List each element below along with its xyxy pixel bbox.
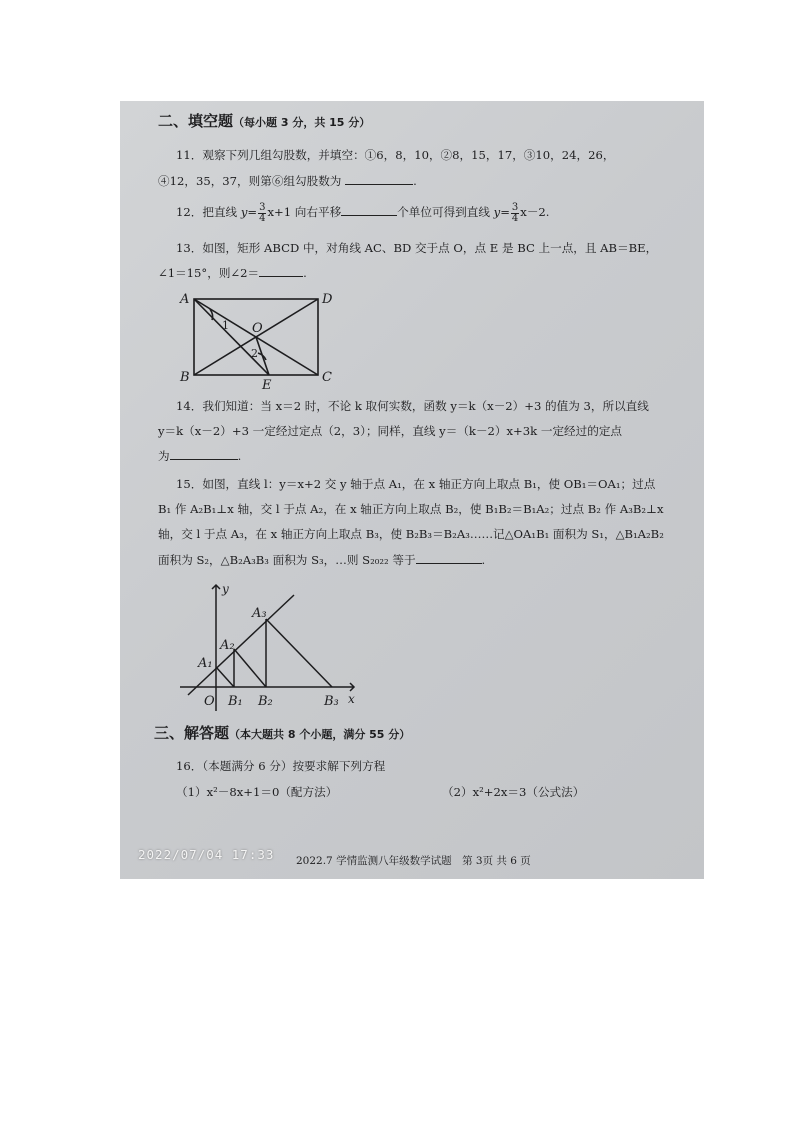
q11-end: . [413, 174, 417, 188]
q12-line [176, 199, 549, 225]
label-b: B [180, 370, 190, 385]
q15-line2: B₁ 作 A₂B₁⊥x 轴，交 l 于点 A₂，在 x 轴正方向上取点 B₂，使 B₁B₂＝B₁A₂；过点 B₂ 作 A₃B₂⊥x [158, 502, 664, 516]
q13-text: ∠1＝15°，则∠2＝ [158, 266, 260, 280]
q12-mid: 个单位可得到直线 [397, 205, 494, 219]
label-a: A [180, 292, 190, 307]
q13-line2 [158, 265, 307, 281]
q11-line1: 11．观察下列几组勾股数，并填空：①6，8，10，②8，15，17，③10，24，26， [176, 148, 615, 162]
label-a1: A₁ [198, 656, 213, 671]
q15-line1: 15．如图，直线 l：y＝x+2 交 y 轴于点 A₁，在 x 轴正方向上取点 B₁，使 OB₁＝OA₁；过点 [176, 477, 656, 491]
q11-text: ④12，35，37，则第⑥组勾股数为 [158, 174, 342, 188]
segment-a3b3 [266, 619, 332, 687]
label-c: C [322, 370, 332, 385]
photo-timestamp: 2022/07/04 17:33 [138, 847, 275, 862]
label-b1: B₁ [228, 694, 243, 709]
q12-frac1-num: 3 [259, 201, 266, 213]
segment-a2b2 [234, 649, 266, 687]
q12-y2: y [493, 205, 501, 219]
q16-part2: （2）x²+2x＝3（公式法） [442, 785, 585, 799]
q12-frac2-den: 4 [511, 212, 519, 224]
label-a2: A₂ [220, 638, 235, 653]
segment-ae [194, 299, 269, 375]
q14-line2: y＝k（x－2）+3 一定经过定点（2，3）；同样，直线 y＝（k－2）x+3k 一定经过的定点 [158, 424, 623, 438]
label-origin: O [204, 694, 215, 709]
line-l [188, 595, 294, 695]
label-e: E [262, 378, 272, 393]
q15-answer-blank[interactable] [416, 552, 482, 564]
q15-text: 面积为 S₂，△B₂A₃B₃ 面积为 S₃，…则 S₂₀₂₂ 等于 [158, 553, 416, 567]
q15-line3: 轴，交 l 于点 A₃，在 x 轴正方向上取点 B₃，使 B₂B₃＝B₂A₃……记△OA₁B₁ 面积为 S₁，△B₁A₂B₂ [158, 527, 664, 541]
q12-fraction-1 [258, 203, 266, 224]
label-a3: A₃ [252, 606, 267, 621]
q12-frac1-den: 4 [259, 212, 266, 224]
section-3-title: 三、解答题 [154, 724, 230, 742]
q12-fraction-2 [511, 203, 519, 224]
q12-prefix: 12．把直线 [176, 205, 241, 219]
q14-line3 [158, 448, 241, 464]
label-b3: B₃ [324, 694, 339, 709]
section-3-note: （本大题共 8 个小题，满分 55 分） [229, 728, 411, 741]
label-x-axis: x [348, 692, 355, 706]
q14-end: . [237, 449, 242, 463]
q12-frac2-num: 3 [511, 201, 519, 213]
q13-answer-blank[interactable] [259, 265, 303, 277]
label-angle-1: 1 [222, 319, 229, 332]
q13-line1: 13．如图，矩形 ABCD 中，对角线 AC、BD 交于点 O，点 E 是 BC 上一点，且 AB＝BE， [176, 241, 658, 255]
section-2-note: （每小题 3 分，共 15 分） [233, 116, 371, 129]
page-footer: 2022.7 学情监测八年级数学试题 第 3页 共 6 页 [296, 855, 531, 867]
q12-answer-blank[interactable] [341, 204, 397, 216]
q14-line1: 14．我们知道：当 x＝2 时，不论 k 取何实数，函数 y＝k（x－2）+3 的值为 3，所以直线 [176, 399, 649, 413]
figure-q13-rectangle [176, 287, 356, 393]
label-angle-2: 2 [251, 347, 258, 360]
q11-answer-blank[interactable] [345, 173, 413, 185]
q12-rest1: x+1 向右平移 [267, 205, 342, 219]
q12-y1: y [240, 205, 248, 219]
segment-a1b1 [216, 667, 234, 687]
q12-rest2: x－2. [520, 205, 550, 219]
q14-text: 为 [158, 449, 170, 463]
label-y-axis: y [222, 582, 229, 596]
section-2-title: 二、填空题 [158, 112, 234, 130]
q16-stem: 16．（本题满分 6 分）按要求解下列方程 [176, 759, 386, 773]
section-3-heading [154, 725, 410, 743]
q11-line2 [158, 173, 417, 189]
exam-page-photo [120, 101, 704, 879]
figure-q15-graph [176, 579, 376, 717]
label-o: O [252, 321, 263, 336]
q13-end: . [303, 266, 307, 280]
q15-line4 [158, 552, 485, 568]
section-2-heading [158, 113, 370, 131]
q14-answer-blank[interactable] [170, 448, 238, 460]
label-b2: B₂ [258, 694, 273, 709]
q12-eq2: = [500, 205, 510, 219]
q12-eq1: = [247, 205, 258, 219]
q16-part1: （1）x²－8x+1＝0（配方法） [176, 785, 338, 799]
label-d: D [322, 292, 333, 307]
q15-end: . [481, 553, 486, 567]
